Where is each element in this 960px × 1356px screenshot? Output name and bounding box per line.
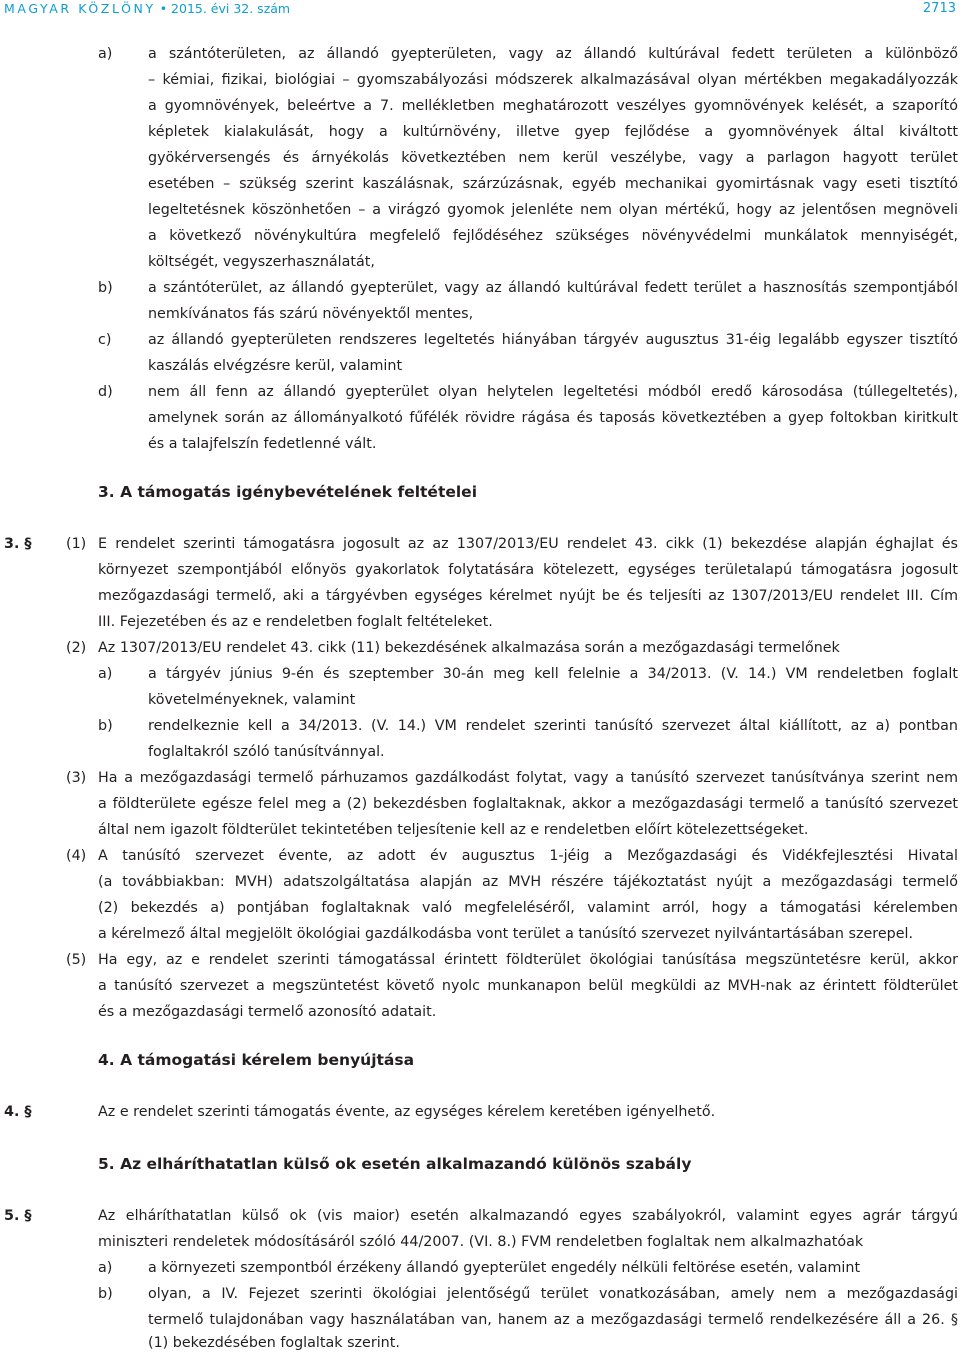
p3-2b-line: foglaltakról szóló tanúsítvánnyal. [148,744,385,760]
p3-4-line: (a továbbiakban: MVH) adatszolgáltatása alapján az MVH részére tájékoztatást nyújt a mezőgazdasági termelő [98,874,958,890]
paragraph-5-label: 5. § [4,1208,32,1224]
p3-2a-line: a tárgyév június 9-én és szeptember 30-án meg kell felelnie a 34/2013. (V. 14.) VM rendeletben foglalt [148,666,958,682]
item-a-line: a gyomnövények, beleértve a 7. mellékletben meghatározott veszélyes gyomnövények kelését, a szaporító [148,98,958,114]
item-d-line: és a talajfelszín fedetlenné vált. [148,436,377,452]
page-header [0,0,960,18]
p5-b-line: termelő tulajdonában vagy használatában van, hanem az a mezőgazdasági termelő rendelkezésére áll a 26. § [148,1312,958,1328]
p3-4-line: A tanúsító szervezet évente, az adott év augusztus 1-jéig a Mezőgazdasági és Vidékfejlesztési Hivatal [98,848,958,864]
p3-3-line: Ha a mezőgazdasági termelő párhuzamos gazdálkodást folytat, vagy a tanúsító szervezet tanúsítványa szerint nem [98,770,958,786]
p3-3-line: által nem igazolt földterület tekintetében teljesítenie kell az e rendeletben előírt kötelezettségeket. [98,822,809,838]
p3-4-line: (2) bekezdés a) pontjában foglaltaknak való megfeleléséről, valamint arról, hogy a támogatási kérelemben [98,900,958,916]
item-d-line: nem áll fenn az állandó gyepterület olyan helytelen legeltetési módból eredő károsodása (túllegeltetés), [148,384,958,400]
p4-text: Az e rendelet szerinti támogatás évente, az egységes kérelem keretében igényelhető. [98,1104,716,1120]
issue-info: • 2015. évi 32. szám [155,1,291,16]
paragraph-4-label: 4. § [4,1104,32,1120]
item-a-line: gyökérversengés és árnyékolás következtében nem kerül veszélybe, vagy a parlagon hagyott terület [148,150,958,166]
p3-1-line: mezőgazdasági termelő, aki a tárgyévben egységes kérelmet nyújt be és teljesíti az 1307/2013/EU rendelet III. Cím [98,588,958,604]
p3-1-line: E rendelet szerinti támogatásra jogosult az az 1307/2013/EU rendelet 43. cikk (1) bekezdése alapján éghajlat és [98,536,958,552]
page-number: 2713 [922,1,956,16]
section-5-heading: 5. Az elháríthatatlan külső ok esetén alkalmazandó különös szabály [98,1155,692,1173]
item-b-marker: b) [98,280,113,296]
item-c-marker: c) [98,332,112,348]
p5-intro-line: Az elháríthatatlan külső ok (vis maior) esetén alkalmazandó egyes szabályokról, valamint egyes agrár tárgyú [98,1208,958,1224]
p3-5-line: Ha egy, az e rendelet szerinti támogatással érintett földterület ökológiai tanúsítása megszüntetésre kerül, akkor [98,952,958,968]
p5-a-line: a környezeti szempontból érzékeny állandó gyepterület engedély nélküli feltörése esetén, valamint [148,1260,861,1276]
p5-a-marker: a) [98,1260,113,1276]
p3-2-label: (2) [66,640,87,656]
item-d-marker: d) [98,384,113,400]
p5-intro-line: miniszteri rendeletek módosításáról szóló 44/2007. (VI. 8.) FVM rendeletben foglaltak nem alkalmazhatóak [98,1234,864,1250]
p3-5-label: (5) [66,952,87,968]
p3-3-label: (3) [66,770,87,786]
item-a-line: képletek kialakulását, hogy a kultúrnövény, illetve gyep fejlődése a gyomnövények által kiváltott [148,124,958,140]
item-c-line: az állandó gyepterületen rendszeres legeltetés hiányában tárgyév augusztus 31-éig legalább egyszer tisztító [148,332,958,348]
item-a-line: legeltetésnek köszönhetően – a virágzó gyomok jelenléte nem olyan mértékű, hogy az jelentősen megnöveli [148,202,958,218]
p3-2a-marker: a) [98,666,113,682]
p5-b-line: (1) bekezdésében foglaltak szerint. [148,1335,400,1351]
p3-1-line: környezet szempontjából előnyös gyakorlatok folytatására kötelezett, egységes területalapú támogatásra jogosult [98,562,958,578]
journal-title: MAGYAR KÖZLÖNY [4,1,156,16]
p3-2-line: Az 1307/2013/EU rendelet 43. cikk (11) bekezdésének alkalmazása során a mezőgazdasági termelőnek [98,640,840,656]
section-3-heading: 3. A támogatás igénybevételének feltételei [98,483,478,501]
p3-1-label: (1) [66,536,87,552]
item-a-line: – kémiai, fizikai, biológiai – gyomszabályozási módszerek alkalmazásával olyan mértékben megakadályozzák [148,72,958,88]
item-c-line: kaszálás elvégzésre kerül, valamint [148,358,403,374]
p3-1-line: III. Fejezetében és az e rendeletben foglalt feltételeket. [98,614,493,630]
p3-4-line: a kérelmező által megjelölt ökológiai gazdálkodásba vont terület a tanúsító szervezet nyilvántartásában szerepel. [98,926,914,942]
p3-2a-line: követelményeknek, valamint [148,692,356,708]
p3-5-line: a tanúsító szervezet a megszüntetést követő nyolc munkanapon belül megküldi az MVH-nak az érintett földterület [98,978,958,994]
item-a-line: költségét, vegyszerhasználatát, [148,254,375,270]
p5-b-line: olyan, a IV. Fejezet szerinti ökológiai jelentőségű terület vonatkozásában, amely nem a mezőgazdasági [148,1286,958,1302]
item-a-line: a következő növénykultúra megfelelő fejlődéséhez szükséges növényvédelmi munkálatok mennyiségét, [148,228,958,244]
item-a-line: esetében – szükség szerint kaszálásnak, szárzúzásnak, egyéb mechanikai gyomirtásnak vagy eseti tisztító [148,176,958,192]
journal-header [4,1,290,16]
paragraph-3-label: 3. § [4,536,32,552]
p3-5-line: és a mezőgazdasági termelő azonosító adatait. [98,1004,437,1020]
p3-4-label: (4) [66,848,87,864]
p3-3-line: a földterülete egésze felel meg a (2) bekezdésben foglaltaknak, akkor a mezőgazdasági termelő a tanúsító szervezet [98,796,958,812]
item-d-line: amelynek során az állományalkotó fűfélék rövidre rágása és taposás következtében a gyep foltokban kiritkult [148,410,958,426]
item-a-marker: a) [98,46,113,62]
p3-2b-line: rendelkeznie kell a 34/2013. (V. 14.) VM rendelet szerinti tanúsító szervezet által kiállított, az a) pontban [148,718,958,734]
p5-b-marker: b) [98,1286,113,1302]
section-4-heading: 4. A támogatási kérelem benyújtása [98,1051,415,1069]
p3-2b-marker: b) [98,718,113,734]
item-b-line: nemkívánatos fás szárú növényektől mentes, [148,306,474,322]
item-b-line: a szántóterület, az állandó gyepterület, vagy az állandó kultúrával fedett terület a hasznosítás szempontjából [148,280,958,296]
item-a-line: a szántóterületen, az állandó gyepterületen, vagy az állandó kultúrával fedett területen a különböző [148,46,958,62]
